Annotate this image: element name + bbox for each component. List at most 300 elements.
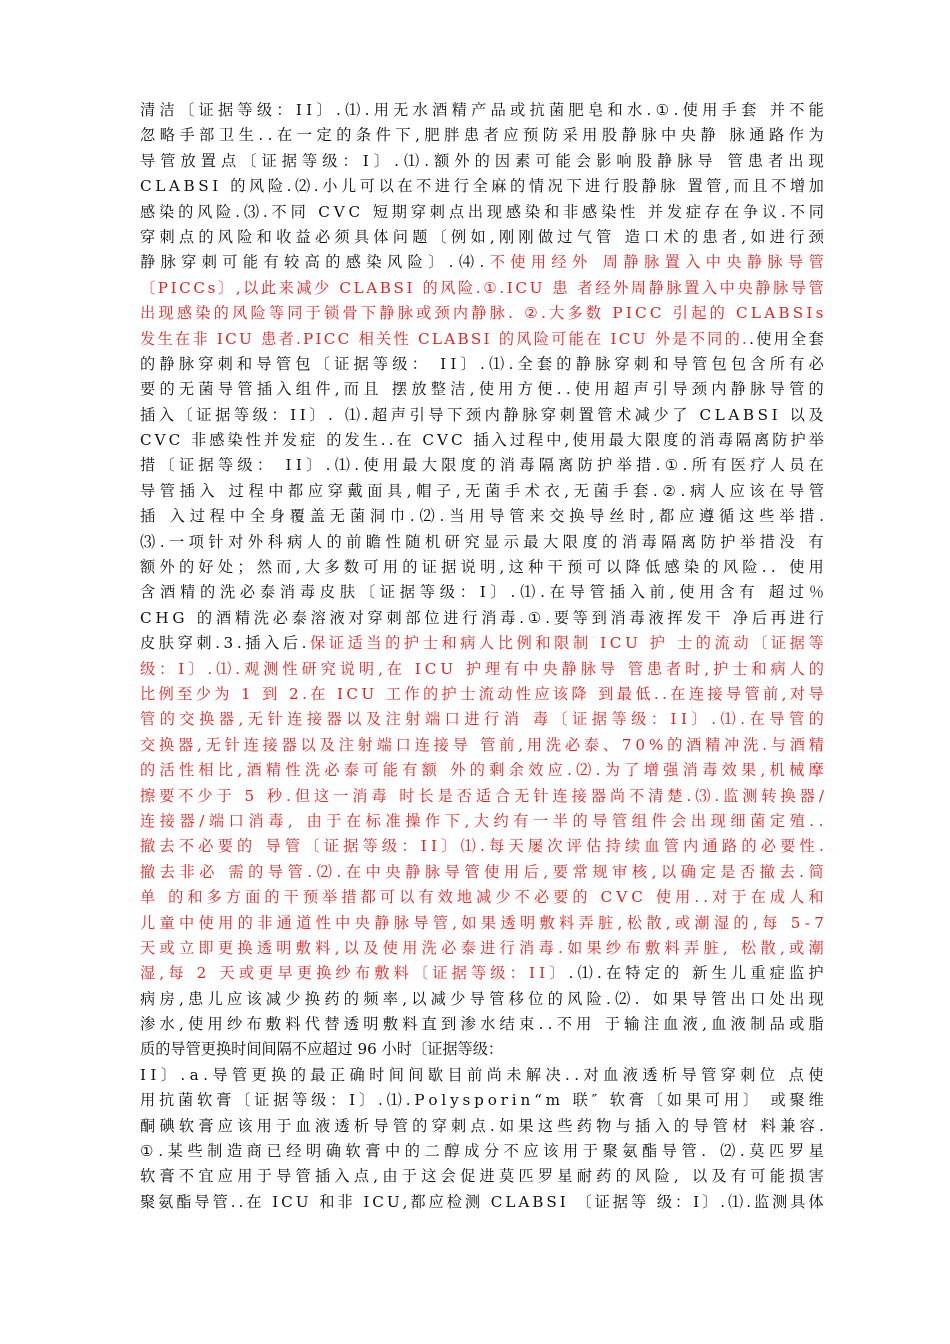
highlighted-text-char: 士: [732, 659, 748, 678]
body-text-char: 措: [759, 532, 775, 551]
body-text-char: 导: [769, 380, 785, 399]
body-text-char: 导: [469, 989, 485, 1008]
body-text-char: 以: [378, 177, 394, 196]
body-text-char: 明: [305, 1142, 322, 1161]
highlighted-text-char: A: [764, 304, 776, 323]
highlighted-text-char: 性: [515, 684, 531, 703]
body-text-char: 一: [169, 532, 185, 551]
body-text-char: 应: [428, 1192, 444, 1211]
text-line: [140, 174, 824, 199]
body-text-char: 导: [589, 507, 605, 526]
body-text-char: 含: [750, 354, 766, 373]
body-text-char: 膏: [628, 1091, 644, 1110]
body-text-char: 而: [733, 177, 749, 196]
body-text-char: 无: [465, 481, 481, 500]
highlighted-text-char: /: [199, 811, 205, 830]
highlighted-text-char: 中: [705, 253, 721, 272]
highlighted-text-char: .: [740, 710, 746, 729]
body-text-char: 菌: [198, 380, 214, 399]
highlighted-text-char: 导: [788, 253, 804, 272]
body-text-char: 并: [769, 101, 785, 119]
body-text-char: 〕: [160, 1065, 176, 1084]
highlighted-text-char: 等: [470, 964, 487, 983]
body-text-char: 遵: [699, 507, 715, 526]
highlighted-text-char: 5: [244, 786, 255, 805]
body-text-char: 刺: [429, 202, 445, 221]
body-text-char: 管: [489, 989, 505, 1008]
body-text-char: 无: [573, 481, 589, 500]
body-text-char: 管: [295, 1167, 311, 1186]
highlighted-text-char: 为: [604, 761, 620, 780]
body-text-char: 插: [314, 1167, 331, 1186]
highlighted-text-char: 最: [616, 684, 632, 703]
body-text-char: 软: [178, 1116, 195, 1135]
body-text-char: 示: [503, 532, 519, 551]
highlighted-text-char: 者: [666, 659, 682, 678]
highlighted-text-char: 人: [479, 634, 495, 653]
body-text-char: 外: [454, 151, 470, 170]
body-text-char: 膏: [198, 1116, 214, 1135]
highlighted-text-char: [441, 758, 446, 783]
highlighted-text-char: 连: [287, 710, 303, 729]
body-text-char: 管: [712, 1116, 728, 1135]
body-text-char: 皂: [588, 101, 604, 119]
body-text-char: 软: [345, 1142, 361, 1161]
text-line: [140, 1063, 824, 1088]
body-text-char: 声: [390, 405, 406, 424]
highlighted-text-char: 不: [178, 786, 194, 805]
highlighted-text-char: 性: [285, 761, 301, 780]
body-text-char: 间: [408, 1065, 424, 1084]
body-text-char: 3: [223, 634, 234, 653]
body-text-char: 监: [753, 1192, 770, 1211]
highlighted-text-char: 据: [451, 964, 467, 983]
body-text-char: .: [540, 583, 545, 602]
body-text-char: I: [150, 1065, 157, 1084]
highlighted-text-char: 弄: [683, 938, 700, 957]
highlighted-text-char: 面: [245, 888, 261, 907]
body-text-char: ,: [178, 989, 184, 1008]
body-text-char: 可: [363, 558, 379, 577]
body-text-char: 风: [567, 989, 583, 1008]
body-text-char: 〔: [647, 1091, 663, 1110]
highlighted-text-char: 染: [195, 304, 211, 323]
body-text-char: .: [770, 558, 776, 577]
body-text-char: 都: [659, 507, 675, 526]
body-text-char: 医: [730, 456, 746, 475]
body-text-char: 都: [288, 481, 304, 500]
body-text-char: 入: [629, 583, 645, 602]
highlighted-text-char: 松: [626, 913, 642, 932]
highlighted-text-char: 外: [572, 253, 588, 272]
highlighted-text-char: 能: [382, 761, 398, 780]
highlighted-text-char: I: [170, 278, 177, 297]
body-text-char: 果: [518, 1116, 534, 1135]
highlighted-text-char: 透: [500, 913, 516, 932]
body-text-char: .: [262, 202, 268, 221]
body-text-char: 穿: [431, 1116, 447, 1135]
body-text-char: ,: [455, 481, 461, 500]
body-text-char: 净: [732, 608, 749, 627]
highlighted-text-char: 外: [450, 761, 466, 780]
highlighted-text-char: 连: [688, 684, 705, 703]
body-text-char: 者: [721, 227, 738, 246]
highlighted-text-char: 敷: [644, 938, 661, 957]
highlighted-text-char: 能: [568, 329, 584, 348]
highlighted-text-char: 去: [159, 837, 175, 856]
highlighted-text-char: [406, 657, 411, 682]
body-text-char: ⑵: [295, 177, 311, 196]
highlighted-text-char: 脏: [703, 938, 719, 957]
highlighted-text-char: 在: [386, 659, 403, 678]
body-text-char: 该: [246, 989, 262, 1008]
highlighted-text-char: 准: [385, 811, 401, 830]
highlighted-text-char: [570, 276, 575, 301]
highlighted-text-char: 或: [789, 938, 805, 957]
body-text-char: 洗: [253, 608, 269, 627]
body-text-char: 聚: [602, 1142, 618, 1161]
body-text-char: .: [556, 380, 562, 399]
highlighted-text-char: 有: [504, 659, 520, 678]
highlighted-text-char: 证: [432, 964, 448, 983]
body-text-char: 等: [237, 101, 253, 119]
body-text-char: 材: [732, 1116, 748, 1135]
body-text-char: 术: [615, 405, 632, 424]
body-text-char: 套: [741, 101, 757, 119]
highlighted-text-char: [604, 301, 609, 326]
body-text-char: 下: [566, 177, 582, 196]
body-text-char: 消: [610, 608, 626, 627]
body-text-char: 感: [140, 202, 156, 221]
highlighted-text-char: ：: [650, 710, 667, 729]
body-text-char: 这: [739, 507, 755, 526]
body-text-char: 机: [424, 532, 441, 551]
highlighted-text-char: 每: [168, 964, 184, 983]
body-text-char: 等: [630, 1192, 647, 1211]
body-text-char: 手: [504, 481, 521, 500]
body-text-char: 险: [586, 989, 602, 1008]
highlighted-text-char: 菌: [750, 811, 766, 830]
highlighted-text-char: 等: [611, 710, 627, 729]
body-text-char: 敷: [265, 1015, 282, 1034]
highlighted-text-char: 时: [399, 786, 415, 805]
highlighted-text-char: 静: [746, 253, 763, 272]
body-text-char: 软: [197, 1091, 213, 1110]
body-text-char: 导: [217, 380, 234, 399]
body-text-char: 据: [217, 101, 234, 119]
body-text-char: 风: [197, 202, 213, 221]
body-text-char: 透: [343, 1015, 359, 1034]
text-line: [140, 606, 824, 631]
body-text-char: 测: [464, 1192, 481, 1211]
body-text-char: 的: [681, 431, 697, 450]
body-text-char: 静: [159, 354, 175, 373]
body-text-char: 水: [159, 1015, 175, 1034]
highlighted-text-char: 换: [159, 735, 175, 754]
body-text-char: 刺: [559, 405, 575, 424]
body-text-char: .: [230, 1192, 236, 1211]
highlighted-text-char: I: [420, 837, 427, 856]
body-text-char: [383, 377, 388, 402]
text-line: [140, 1139, 824, 1164]
text-line: [140, 1164, 824, 1189]
text-line: [140, 784, 824, 809]
body-text-char: 料: [760, 1116, 776, 1135]
body-text-char: 用: [702, 101, 718, 119]
body-text-char: C: [348, 202, 361, 221]
highlighted-text-char: ⑵: [316, 862, 332, 881]
highlighted-text-char: 脉: [489, 304, 505, 323]
highlighted-text-char: 洗: [421, 938, 437, 957]
body-text-char: 人: [709, 481, 725, 500]
body-text-char: ,: [334, 380, 340, 399]
body-text-char: 些: [187, 1142, 203, 1161]
highlighted-text-char: 连: [414, 735, 430, 754]
body-text-char: 用: [469, 507, 485, 526]
body-text-char: 说: [460, 558, 476, 577]
body-text-char: 发: [344, 431, 360, 450]
body-text-char: 确: [325, 1142, 341, 1161]
body-text-char: 已: [266, 1142, 282, 1161]
highlighted-text-char: I: [430, 837, 437, 856]
highlighted-text-char: C: [736, 304, 748, 323]
body-text-char: .: [335, 101, 341, 119]
body-text-char: l: [441, 1091, 447, 1110]
body-text-char: 多: [324, 558, 340, 577]
body-text-char: 使: [363, 456, 379, 475]
body-text-char: 液: [648, 608, 664, 627]
body-text-char: 由: [382, 1167, 398, 1186]
body-text-char: .: [749, 329, 754, 348]
highlighted-text-char: L: [353, 278, 364, 297]
body-text-char: 导: [276, 1167, 292, 1186]
body-text-char: 到: [591, 608, 607, 627]
body-text-char: 口: [750, 989, 766, 1008]
highlighted-text-char: 护: [403, 634, 420, 653]
body-text-char: 些: [557, 1116, 573, 1135]
highlighted-text-char: 或: [674, 913, 691, 932]
body-text-char: 导: [672, 380, 688, 399]
body-text-char: 以: [789, 405, 805, 424]
body-text-char: 的: [510, 177, 526, 196]
highlighted-text-char: 用: [530, 253, 547, 272]
highlighted-text-char: 证: [770, 634, 787, 653]
highlighted-text-char: ,: [235, 278, 241, 297]
body-text-char: 匹: [518, 1167, 534, 1186]
body-text-char: 等: [419, 583, 435, 602]
highlighted-text-char: .: [595, 761, 601, 780]
highlighted-text-char: 续: [624, 837, 641, 856]
body-text-char: ⑵: [419, 507, 435, 526]
highlighted-text-char: .: [703, 888, 709, 907]
highlighted-text-char: P: [612, 304, 623, 323]
body-text-char: [761, 98, 766, 123]
body-text-char: 插: [140, 405, 156, 424]
body-text-char: 引: [652, 380, 668, 399]
body-text-char: 含: [719, 583, 735, 602]
highlighted-text-char: 导: [413, 913, 429, 932]
body-text-char: 血: [603, 1065, 619, 1084]
highlighted-text-char: [590, 682, 595, 707]
body-text-char: 进: [769, 227, 785, 246]
body-text-char: 酒: [215, 608, 232, 627]
highlighted-text-char: 效: [721, 761, 737, 780]
highlighted-text-char: 〔: [140, 278, 156, 297]
body-text-char: I: [212, 177, 219, 196]
body-text-char: 并: [647, 202, 663, 221]
body-text-char: 管: [706, 177, 722, 196]
body-text-char: 软: [609, 1091, 625, 1110]
highlighted-text-char: 使: [655, 888, 672, 907]
highlighted-text-char: 精: [705, 735, 721, 754]
highlighted-text-char: 料: [393, 964, 409, 983]
highlighted-text-char: 余: [508, 761, 524, 780]
body-text-char: 在: [396, 431, 412, 450]
body-text-char: 症: [300, 431, 316, 450]
highlighted-text-char: 果: [741, 761, 757, 780]
body-text-char: [466, 428, 471, 453]
body-text-char: 换: [271, 1065, 287, 1084]
body-text-char: .: [565, 380, 571, 399]
body-text-char: 皮: [140, 634, 156, 653]
body-text-char: 套: [633, 481, 649, 500]
highlighted-text-char: 操: [405, 811, 421, 830]
body-text-char: [616, 225, 621, 250]
body-text-char: 部: [199, 126, 215, 145]
body-text-char: 非: [563, 202, 579, 221]
body-text-char: 穿: [410, 202, 426, 221]
body-text-char: 不: [789, 101, 805, 119]
body-text-char: 二: [424, 1142, 440, 1161]
body-text-char: 用: [773, 329, 789, 348]
body-text-char: 都: [410, 1192, 426, 1211]
highlighted-text-char: 换: [316, 964, 332, 983]
body-text-char: 险: [216, 202, 232, 221]
body-text-char: 〕: [460, 354, 476, 373]
body-text-char: 术: [663, 227, 679, 246]
body-text-char: 不: [503, 1142, 519, 1161]
body-text-char: 了: [672, 405, 688, 424]
body-text-char: C: [140, 177, 152, 196]
highlighted-text-char: 如: [567, 938, 583, 957]
highlighted-text-char: 消: [352, 786, 368, 805]
body-text-char: 导: [140, 151, 156, 170]
highlighted-text-char: 脉: [393, 913, 409, 932]
body-text-char: [762, 1088, 767, 1113]
body-text-char: 渗: [460, 1015, 476, 1034]
body-text-char: 进: [585, 177, 601, 196]
highlighted-text-char: B: [778, 304, 790, 323]
body-text-char: 定: [644, 964, 660, 983]
body-text-char: 而: [276, 558, 292, 577]
highlighted-text-char: I: [528, 964, 535, 983]
body-text-char: 酒: [159, 583, 176, 602]
body-text-char: 会: [575, 151, 592, 170]
highlighted-text-char: 证: [323, 837, 339, 856]
highlighted-text-char: 定: [700, 862, 716, 881]
body-text-char: 穿: [177, 634, 193, 653]
body-text-char: 水: [480, 1015, 496, 1034]
body-text-char: 确: [349, 1065, 365, 1084]
highlighted-text-char: 潮: [808, 938, 824, 957]
body-text-char: 管: [789, 380, 805, 399]
highlighted-text-char: 的: [248, 862, 264, 881]
highlighted-text-char: ：: [509, 964, 525, 983]
body-text-char: 无: [393, 101, 409, 119]
body-text-char: 必: [314, 227, 331, 246]
body-text-char: 聚: [140, 1192, 156, 1211]
body-text-char: 过: [557, 227, 573, 246]
highlighted-text-char: 在: [346, 811, 362, 830]
highlighted-text-char: C: [337, 329, 350, 348]
body-text-char: 在: [246, 1192, 262, 1211]
body-text-char: B: [742, 405, 755, 424]
highlighted-text-char: .: [302, 684, 307, 703]
body-text-char: 抗: [159, 1091, 175, 1110]
highlighted-text-char: 标: [365, 811, 381, 830]
body-text-char: 换: [304, 989, 321, 1008]
body-text-char: 耐: [576, 1167, 592, 1186]
body-text-char: 应: [307, 481, 323, 500]
highlighted-text-char: 干: [283, 888, 299, 907]
body-text-char: .: [479, 253, 485, 272]
body-text-char: 膏: [159, 1167, 175, 1186]
body-text-char: 插: [179, 481, 195, 500]
body-text-char: 手: [721, 101, 737, 119]
body-text-char: 应: [503, 126, 519, 145]
body-text-char: 染: [227, 431, 243, 450]
highlighted-text-char: 纱: [606, 938, 622, 957]
body-text-char: V: [154, 431, 166, 450]
body-text-char: 中: [229, 507, 245, 526]
body-text-char: 莫: [498, 1167, 515, 1186]
body-text-char: 隔: [661, 532, 677, 551]
body-text-char: 出: [730, 989, 746, 1008]
body-text-char: 盖: [309, 507, 325, 526]
highlighted-text-char: 于: [731, 888, 747, 907]
body-text-char: r: [500, 1091, 508, 1110]
highlighted-text-char: 等: [808, 634, 824, 653]
body-text-char: 种: [528, 558, 544, 577]
highlighted-text-char: 下: [360, 304, 377, 323]
body-text-char: .: [215, 634, 220, 653]
body-text-char: 有: [711, 456, 727, 475]
highlighted-text-char: 要: [159, 786, 175, 805]
highlighted-text-char: 来: [278, 278, 294, 297]
highlighted-text-char: 少: [495, 888, 511, 907]
body-text-char: .: [180, 1065, 186, 1084]
body-text-char: 以: [692, 1167, 708, 1186]
body-text-char: 损: [789, 1167, 805, 1186]
highlighted-text-char: 天: [219, 964, 235, 983]
body-text-char: 级: [237, 456, 253, 475]
body-text-char: 脉: [522, 405, 538, 424]
highlighted-text-char: 由: [306, 811, 322, 830]
body-text-char: .: [682, 456, 688, 475]
highlighted-text-char: 每: [762, 913, 778, 932]
highlighted-text-char: U: [624, 634, 638, 653]
body-text-char: 的: [412, 1116, 428, 1135]
highlighted-text-char: B: [457, 329, 469, 348]
body-text-char: 前: [649, 583, 665, 602]
body-text-char: 存: [704, 202, 721, 221]
highlighted-text-char: ,: [159, 964, 165, 983]
body-text-char: 而: [343, 380, 359, 399]
body-text-char: I: [349, 1091, 356, 1110]
highlighted-text-char: 非: [192, 329, 208, 348]
highlighted-text-char: 研: [301, 659, 317, 678]
highlighted-text-char: 都: [360, 888, 376, 907]
